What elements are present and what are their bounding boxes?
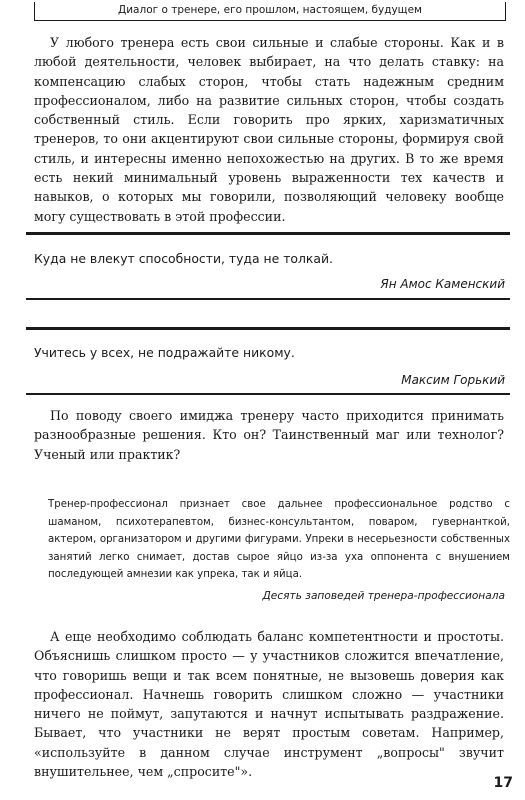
quote-gorky-author: Максим Горький bbox=[401, 373, 505, 387]
page-number: 17 bbox=[493, 775, 513, 791]
quote-rule-bottom bbox=[26, 298, 510, 300]
paragraph-image: По поводу своего имиджа тренеру часто приходится принимать разнообразные решения. Кто он? Таинственный маг или технолог? Ученый или практик? bbox=[34, 408, 504, 462]
running-head: Диалог о тренере, его прошлом, настоящем, будущем bbox=[34, 2, 506, 21]
quote-gorky-text: Учитесь у всех, не подражайте никому. bbox=[34, 345, 295, 360]
quote-comenius-author: Ян Амос Каменский bbox=[380, 277, 505, 291]
quote-rule-top bbox=[26, 232, 510, 235]
excerpt-text: Тренер-профессионал признает свое дальнее профессиональное родство с шаманом, психотерапевтом, бизнес-консультантом, поваром, гувернанткой, актером, организатором и другими фигурами. Упреки в несерьезности собственных занятий легко снимает, достав сырое яйцо из-за уха оппонента с внушением последующей амнезии как упрека, так и яйца. bbox=[48, 499, 510, 581]
quote-rule-top bbox=[26, 327, 510, 330]
quote-comenius-text: Куда не влекут способности, туда не толкай. bbox=[34, 251, 333, 266]
excerpt-source: Десять заповедей тренера-профессионала bbox=[262, 590, 505, 602]
paragraph-balance: А еще необходимо соблюдать баланс компетентности и простоты. Объяснишь слишком просто — у участников сложится впечатление, что говоришь вещи и так всем понятные, не вызовешь доверия как профессионал. Начнешь говорить слишком сложно — участники ничего не поймут, запутаются и начнут испытывать раздражение. Бывает, что участники не верят простым советам. Например, «используйте в данном случае инструмент „вопросы" звучит внушительнее, чем „спросите"». bbox=[34, 629, 504, 780]
paragraph-strengths: У любого тренера есть свои сильные и слабые стороны. Как и в любой деятельности, человек выбирает, на что делать ставку: на компенсацию слабых сторон, чтобы стать надежным средним профессионалом, либо на развитие сильных сторон, чтобы создать собственный стиль. Если говорить про ярких, харизматичных тренеров, то они акцентируют свои сильные стороны, формируя свой стиль, и интересны именно непохожестью на других. В то же время есть некий минимальный уровень выраженности тех качеств и навыков, о которых мы говорили, позволяющий человеку вообще могу существовать в этой профессии. bbox=[34, 35, 504, 224]
quote-rule-bottom bbox=[26, 393, 510, 395]
